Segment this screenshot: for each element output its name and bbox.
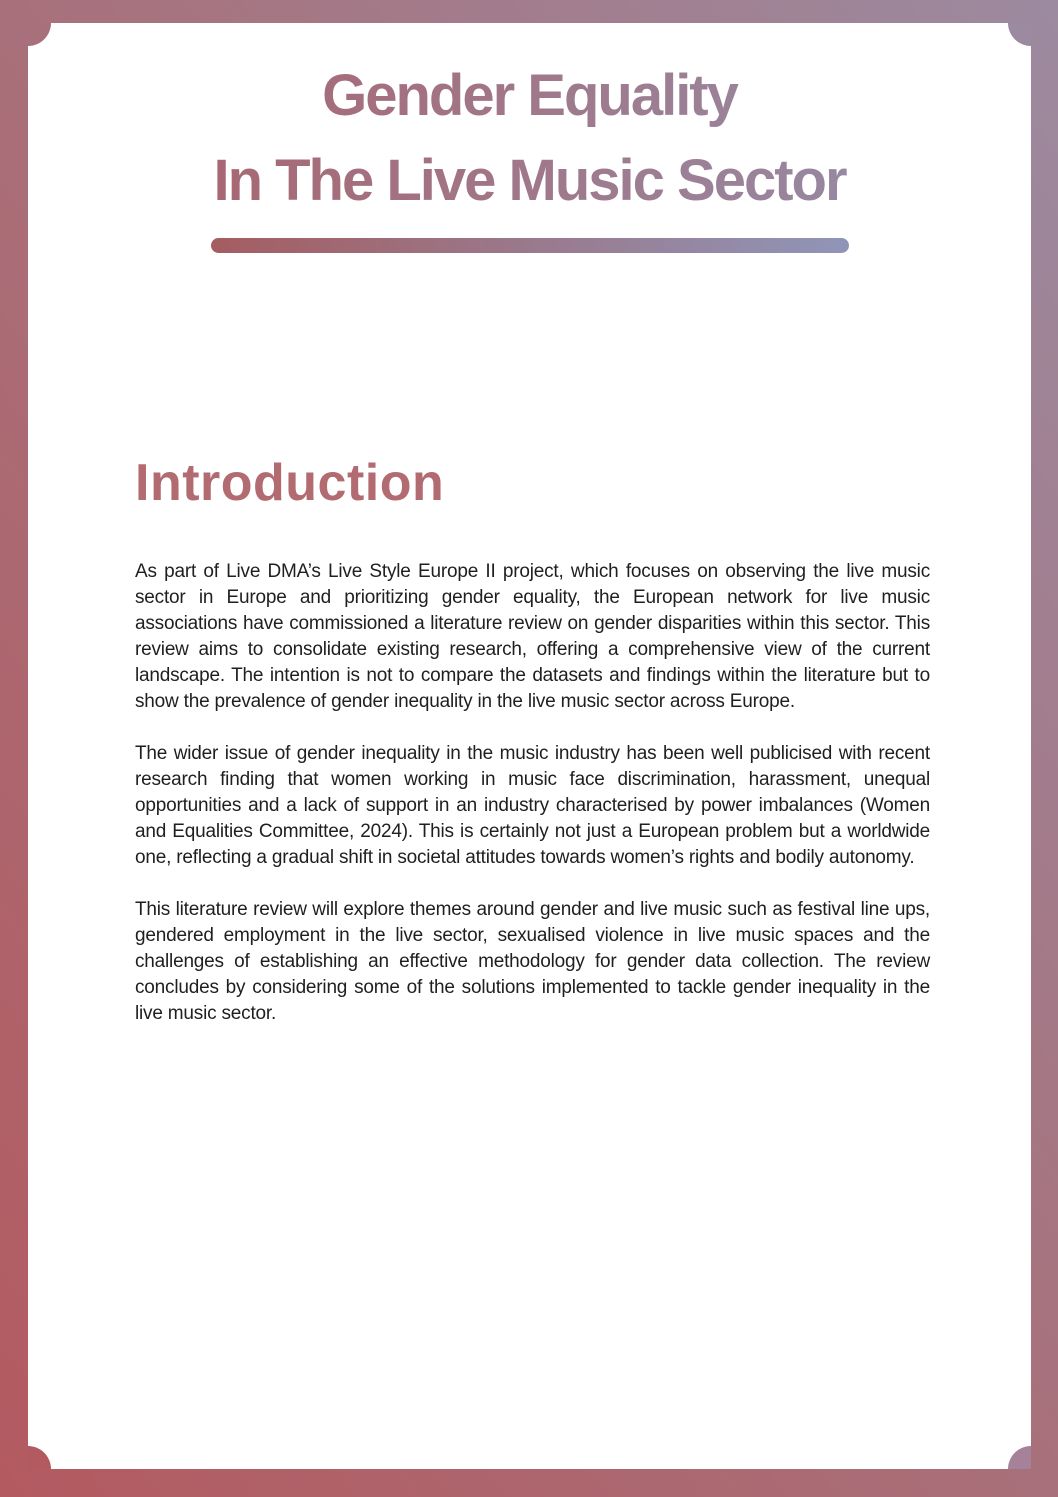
title-divider-bar: [211, 238, 849, 253]
introduction-body: [135, 559, 930, 1027]
document-title-line-1: Gender Equality: [322, 63, 737, 128]
intro-paragraph-2: The wider issue of gender inequality in the music industry has been well publicised with recent research finding that women working in music face discrimination, harassment, unequal opportunities and a lack of support in an industry characterised by power imbalances (Women and Equalities Committee, 2024). This is certainly not just a European problem but a worldwide one, reflecting a gradual shift in societal attitudes towards women’s rights and bodily autonomy.: [135, 743, 930, 868]
document-title: [28, 53, 1031, 223]
frame-corner-notch-bottom-right: [1008, 1446, 1031, 1469]
content-area: [28, 23, 1031, 1469]
frame-corner-notch-top-right: [1008, 23, 1031, 46]
document-title-line-2: In The Live Music Sector: [213, 148, 846, 213]
intro-paragraph-1: As part of Live DMA’s Live Style Europe II project, which focuses on observing the live music sector in Europe and prioritizing gender equality, the European network for live music associations have commissioned a literature review on gender disparities within this sector. This review aims to consolidate existing research, offering a comprehensive view of the current landscape. The intention is not to compare the datasets and findings within the literature but to show the prevalence of gender inequality in the live music sector across Europe.: [135, 561, 930, 712]
text-column: [28, 453, 1031, 1027]
intro-paragraph-3: This literature review will explore themes around gender and live music such as festival line ups, gendered employment in the live sector, sexualised violence in live music spaces and the challenges of establishing an effective methodology for gender data collection. The review concludes by considering some of the solutions implemented to tackle gender inequality in the live music sector.: [135, 899, 930, 1024]
section-heading-introduction: Introduction: [135, 454, 445, 512]
frame-corner-notch-top-left: [28, 23, 51, 46]
frame-corner-notch-bottom-left: [28, 1446, 51, 1469]
